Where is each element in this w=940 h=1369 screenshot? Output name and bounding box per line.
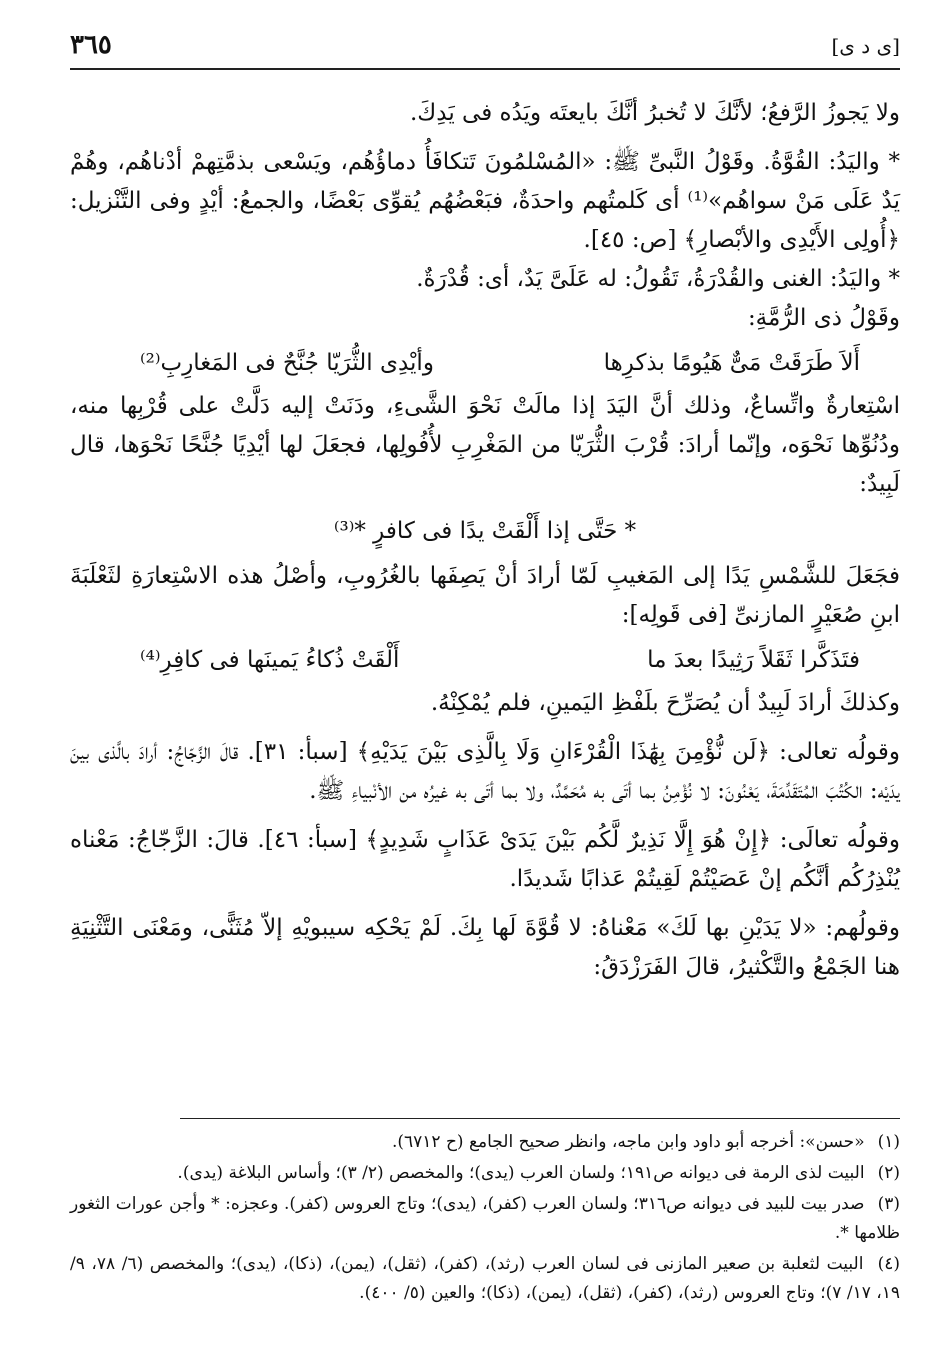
paragraph-3: * واليَدُ: الغنى والقُدْرَةُ، تَقُولُ: له عَلَىَّ يَدٌ، أى: قُدْرَةٌ.	[416, 266, 900, 292]
verse-labid-line: * حَتَّى إذا أَلْقَتْ يدًا فى كافرٍ *⁽³⁾	[333, 518, 637, 544]
book-page	[70, 28, 900, 1348]
paragraph-2: * واليَدُ: القُوَّةُ. وقَوْلُ النَّبىِّ ﷺ: «المُسْلمُونَ تَتكافَأُ دماؤُهُم، ويَسْعى بذمَّتِهمْ أدْناهُم، وهُمْ يَدٌ عَلَى مَنْ سواهُم»⁽¹⁾ أى كَلمتُهم واحدَةٌ، فبَعْضُهُم يُقوِّى بَعْضًا، والجمعُ: أيْدٍ وفى التَّنْزيل: ﴿أُولِى الأَيْدِى والأبْصارِ﴾ [ص: ٤٥].	[70, 149, 900, 253]
footnote-text: البيت لذى الرمة فى ديوانه ص١٩١؛ ولسان العرب (يدى)؛ والمخصص (٢/ ٣)؛ وأساس البلاغة (يدى).	[177, 1163, 865, 1183]
page-number: ٣٦٥	[70, 30, 112, 60]
running-header	[70, 28, 900, 70]
footnote-mark: (٣)	[877, 1194, 900, 1214]
footnote	[70, 1128, 900, 1157]
paragraph-4: وقَوْلُ ذى الرُّمَّةِ:	[747, 305, 900, 331]
footnote	[70, 1159, 900, 1188]
paragraph-7: وكذلكَ أرادَ لَبِيدٌ أن يُصَرِّحَ بلَفْظِ اليَمينِ، فلم يُمْكِنْهُ.	[430, 690, 900, 716]
paragraph-9: وقولُه تعالَى: ﴿إِنْ هُوَ إِلَّا نَذِيرٌ لَّكُم بَيْنَ يَدَىْ عَذَابٍ شَدِيدٍ﴾ [سبأ: ٤٦]. قالَ: الزَّجّاجُ: مَعْناه يُنْذِرُكُم أنَّكُم إنْ عَصَيْتُمْ لَقِيتُمْ عَذابًا شَديدًا.	[70, 827, 900, 892]
root-letters-header: [ى د ى]	[831, 34, 900, 58]
footnote-separator	[180, 1118, 900, 1119]
verse-second-hemistich: وأيْدِى الثُّرَيّا جُنَّحٌ فى المَغارِبِ⁽²⁾	[140, 350, 434, 376]
verse-dhu-al-rumma	[140, 344, 860, 383]
paragraph-5: اسْتِعارةٌ واتِّساعٌ، وذلك أنَّ اليَدَ إذا مالَتْ نَحْوَ الشَّىءِ، ودَنَتْ إليه دَلَّتْ على قُرْبِها منه، ودُنُوِّها نَحْوَه، وإنّما أرادَ: قُرْبَ الثُّرَيّا من المَغْرِبِ لأُفُولِها، فجعَلَ لها أيْدِيًا جُنَّحًا نَحْوَها، قال لَبِيدٌ:	[70, 393, 900, 497]
verse-thalaba	[140, 641, 860, 680]
footnote-text: صدر بيت للبيد فى ديوانه ص٣١٦؛ ولسان العرب (كفر)، (يدى)؛ وتاج العروس (كفر). وعجزه: * وأجن عورات الثغور ظلامها *.	[70, 1194, 900, 1243]
paragraph-1: ولا يَجوزُ الرَّفعُ؛ لأنَّكَ لا تُخبرُ أنَّكَ بايعتَه ويَدُه فى يَدِكَ.	[410, 100, 900, 126]
footnote-text: البيت لثعلبة بن صعير المازنى فى لسان العرب (رثد)، (كفر)، (ثقل)، (يمن)، (ذكا)، (يدى)؛ والمخصص (٦/ ٧٨، ٩/ ١٩، ١٧/ ٧)؛ وتاج العروس (رثد)، (كفر)، (ثقل)، (يمن)، (ذكا)؛ والعين (٥/ ٤٠٠).	[70, 1254, 900, 1303]
paragraph-8: وقولُه تعالى: ﴿لَن نُّؤْمِنَ بِهَٰذَا الْقُرْءَانِ وَلَا بِالَّذِى بَيْنَ يَدَيْهِ﴾ [سبأ: ٣١]. قالَ الزَّجّاجُ: أرادَ بالَّذى بينَ يدَيْه: الكُتُبَ المُتَقَدِّمَةَ، يَعْنُونَ: لا نُؤْمِنُ بما أتَى به مُحَمَّدٌ، ولا بما أتَى به غيرُه من الأنْبياءِ ﷺ.	[70, 739, 900, 804]
footnote-text: «حسن»: أخرجه أبو داود وابن ماجه، وانظر صحيح الجامع (ح ٦٧١٢).	[391, 1132, 865, 1152]
verse-labid	[70, 512, 900, 551]
paragraph-6: فجَعَلَ للشَّمْسِ يَدًا إلى المَغيبِ لَمّا أرادَ أنْ يَصِفَها بالغُرُوبِ، وأصْلُ هذه الاسْتِعارَةِ لثَعْلَبَةَ ابنِ صُعَيْرٍ المازنىِّ [فى قَولِه]:	[70, 563, 900, 628]
verse-second-hemistich: أَلْقَتْ ذُكاءُ يَمينَها فى كافِرِ⁽⁴⁾	[140, 647, 400, 673]
footnote-mark: (٢)	[877, 1163, 900, 1183]
main-text	[70, 94, 900, 987]
paragraph-10: وقولُهم: «لا يَدَيْنِ بها لَكَ» مَعْناهُ: لا قُوَّةَ لَها بِكَ. لَمْ يَحْكِه سيبويْهِ إلاّ مُثَنًّى، ومَعْنَى التَّثْنِيَةِ هنا الجَمْعُ والتَّكْثيرُ، قالَ الفَرَزْدَقُ:	[70, 915, 900, 980]
verse-first-hemistich: فتَذَكَّرا ثَقَلاً رَثِيدًا بعدَ ما	[647, 647, 860, 673]
footnote	[70, 1250, 900, 1308]
footnote-mark: (١)	[877, 1132, 900, 1152]
footnotes	[70, 1128, 900, 1310]
footnote-mark: (٤)	[877, 1254, 901, 1274]
verse-first-hemistich: أَلاَ طَرَقَتْ مَىٌّ هَيُومًا بذكرِها	[603, 350, 860, 376]
footnote	[70, 1190, 900, 1248]
